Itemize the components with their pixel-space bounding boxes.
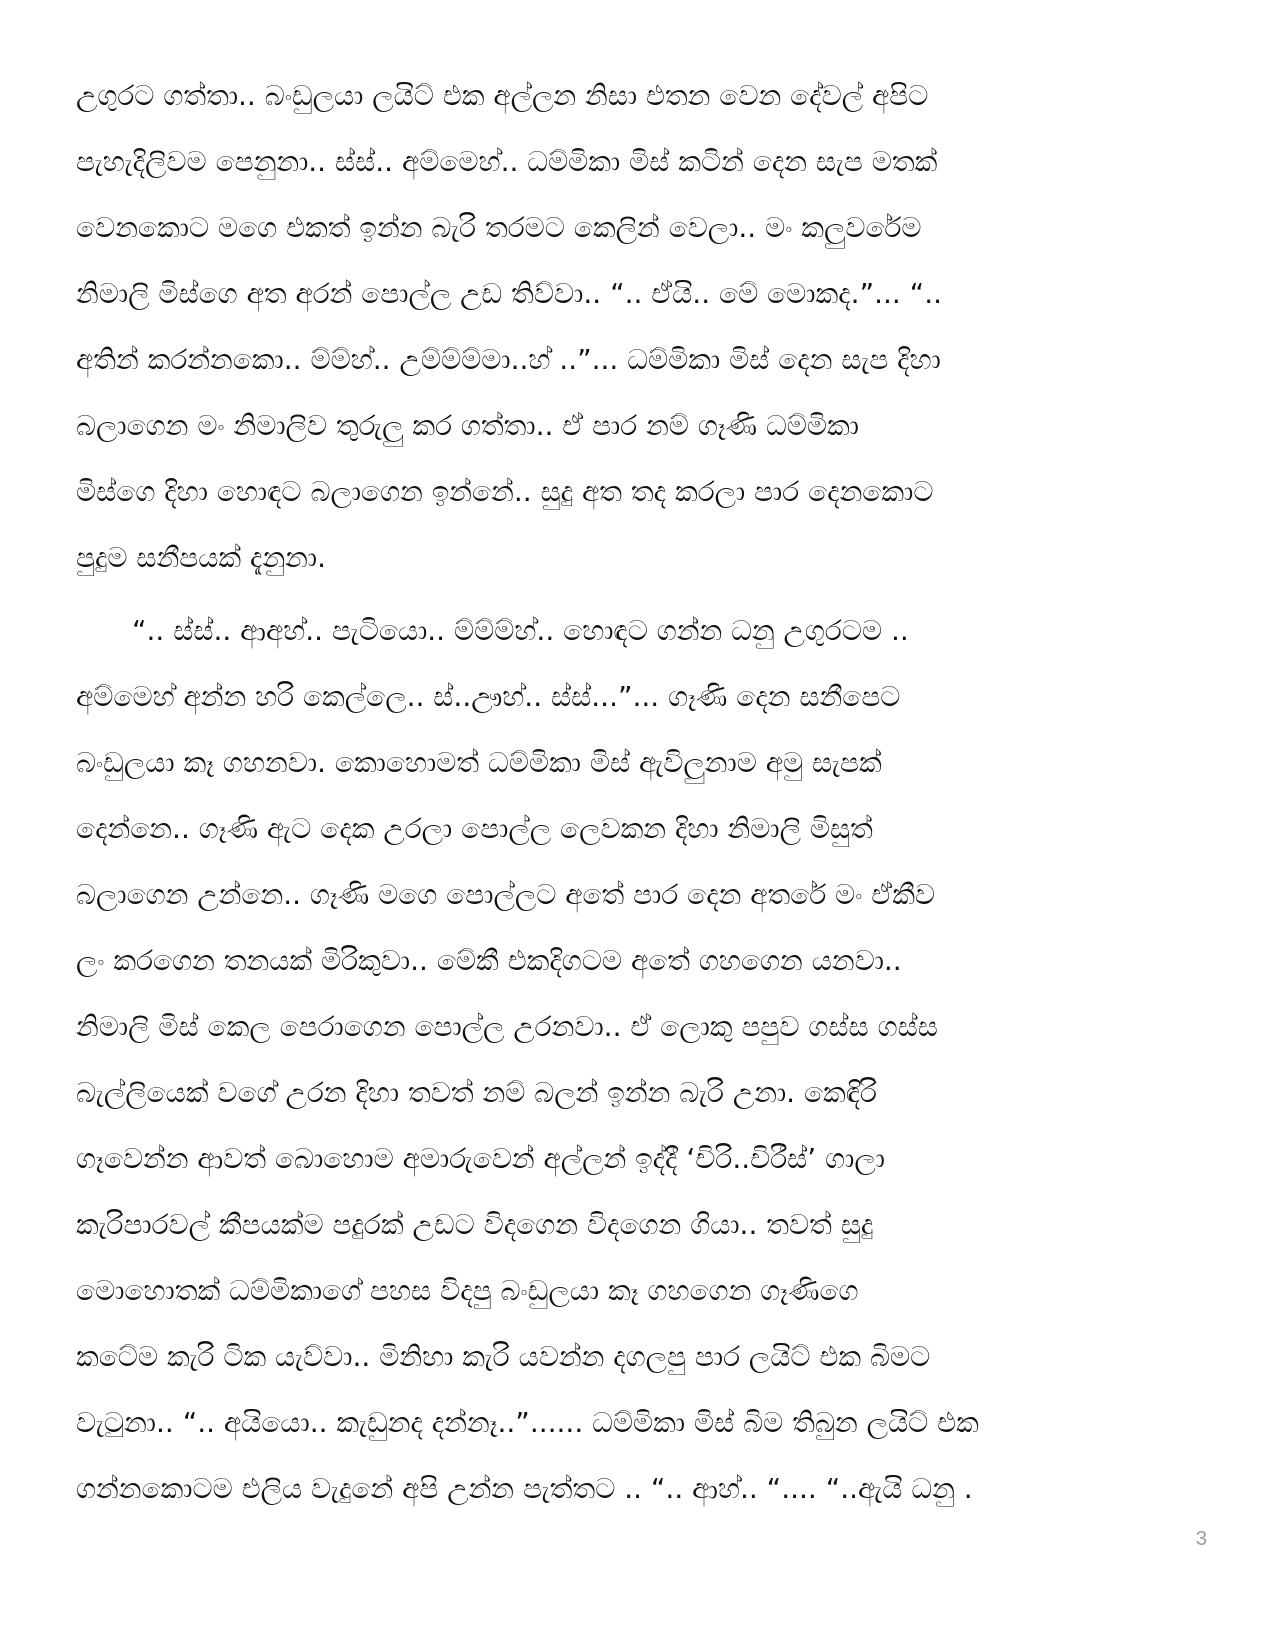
paragraph-2-line-10: කැරිපාරවල් කීපයක්ම පදුරක් උඩට විදගෙන විදගෙන ගියා.. තවත් සුදු — [76, 1208, 874, 1241]
paragraph-1-line-5: අතින් කරන්නකො.. ම්ම්හ්.. උම්ම්ම්මා..හ් ..”... ධම්මිකා මිස් දෙන සැප දිහා — [76, 343, 941, 376]
paragraph-2-line-6: ලං කරගෙන තනයක් මිරිකුවා.. මේකී එකදිගටම අතේ ගහගෙන යනවා.. — [76, 944, 902, 977]
paragraph-2-line-12: කටේම කැරි ටික යැව්වා.. මිනිහා කැරි යවන්න දගලපු පාර ලයිට් එක බිමට — [76, 1340, 931, 1373]
paragraph-2-line-1: “.. ස්ස්.. ආඅහ්.. පැටියො.. ම්ම්ම්හ්.. හොඳට ගන්න ධනු උගුරටම .. — [132, 614, 909, 647]
paragraph-2-line-13: වැටුනා.. “.. අයියො.. කැඩුනද දන්නෑ..”...... ධම්මිකා මිස් බිම තිබුන ලයිට් එක — [76, 1406, 979, 1439]
paragraph-2-line-4: දෙන්නෙ.. ගෑණි ඇට දෙක උරලා පොල්ල ලෙවකන දිහා නිමාලි මිසුත් — [76, 812, 873, 845]
paragraph-1-line-6: බලාගෙන මං නිමාලිව තුරුලු කර ගත්තා.. ඒ පාර නම් ගෑණි ධම්මිකා — [76, 409, 859, 442]
page-number: 3 — [1195, 1528, 1207, 1550]
paragraph-2-line-3: බංඩුලයා කෑ ගහනවා. කොහොමත් ධම්මිකා මිස් ඇවිලුනාම අමු සැපක් — [76, 746, 882, 779]
paragraph-1-line-8: පුදුම සනීපයක් දැනුනා. — [76, 541, 327, 574]
paragraph-2-line-8: බැල්ලියෙක් වගේ උරන දිහා තවත් නම් බලන් ඉන්න බැරි උනා. කෙඳිරි — [76, 1076, 877, 1109]
paragraph-1-line-7: මිස්ගෙ දිහා හොඳට බලාගෙන ඉන්නේ.. සුදු අත තද කරලා පාර දෙනකොට — [76, 475, 934, 508]
paragraph-1-line-4: නිමාලි මිස්ගෙ අත අරන් පොල්ල උඩ තිව්වා.. “.. ඒයි.. මේ මොකද.”... “.. — [76, 277, 942, 310]
paragraph-2-line-11: මොහොතක් ධම්මිකාගේ පහස විදපු බංඩුලයා කෑ ගහගෙන ගෑණිගෙ — [76, 1274, 859, 1307]
paragraph-2-line-14: ගන්නකොටම එලිය වැදුනේ අපි උන්න පැත්තට .. “.. ආහ්.. “.... “..ඇයි ධනු . — [76, 1472, 973, 1505]
paragraph-2-line-2: අම්මෙහ් අන්න හරි කෙල්ලෙ.. ස්..ඌහ්.. ස්ස්...”... ගෑණි දෙන සනීපෙට — [76, 680, 901, 713]
paragraph-2-line-9: ගෑවෙන්න ආවත් බොහොම අමාරුවෙන් අල්ලන් ඉද්දී ‘චිරි..චිරීස්’ ගාලා — [76, 1142, 885, 1175]
paragraph-1-line-1: උගුරට ගත්තා.. බංඩුලයා ලයිට් එක අල්ලන නිසා එතන වෙන දේවල් අපිට — [76, 79, 929, 112]
paragraph-1-line-3: වෙනකොට මගෙ එකත් ඉන්න බැරි තරමට කෙලින් වෙලා.. මං කලුවරේම — [76, 211, 922, 244]
paragraph-2-line-7: නිමාලි මිස් කෙල පෙරාගෙන පොල්ල උරනවා.. ඒ ලොකු පපුව ගස්ස ගස්ස — [76, 1010, 938, 1043]
paragraph-1-line-2: පැහැදිලිවම පෙනුනා.. ස්ස්.. අම්මෙහ්.. ධම්මිකා මිස් කටින් දෙන සැප මතක් — [76, 145, 938, 178]
paragraph-2-line-5: බලාගෙන උන්නෙ.. ගෑණි මගෙ පොල්ලට අතේ පාර දෙන අතරේ මං ඒකීව — [76, 878, 936, 911]
